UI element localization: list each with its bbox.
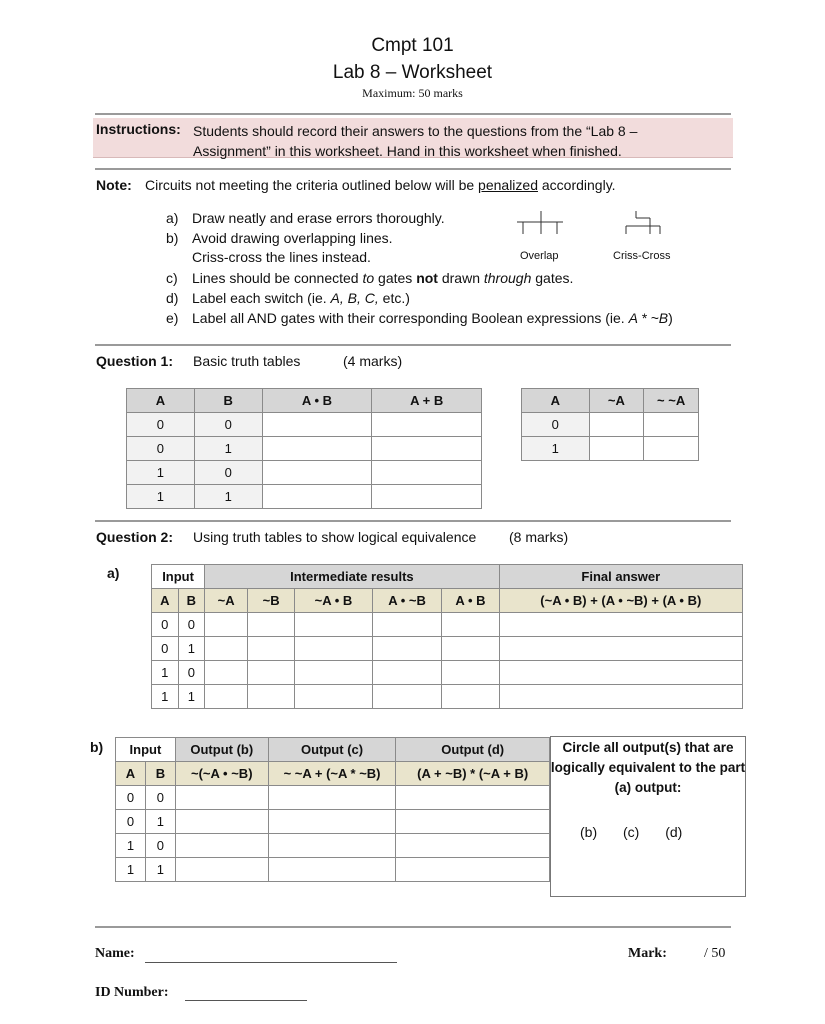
- cell: 1: [116, 834, 146, 858]
- table-row: [152, 613, 743, 637]
- answer-cell[interactable]: [372, 437, 482, 461]
- note-text-pre: Circuits not meeting the criteria outlined below will be: [145, 177, 479, 193]
- cell: 1: [194, 485, 262, 509]
- crisscross-diagram-icon: [620, 208, 670, 238]
- answer-cell[interactable]: [205, 685, 248, 709]
- col-header: (~A • B) + (A • ~B) + (A • B): [499, 589, 742, 613]
- answer-cell[interactable]: [372, 461, 482, 485]
- col-header: B: [178, 589, 205, 613]
- table-row: [116, 810, 550, 834]
- answer-cell[interactable]: [295, 613, 373, 637]
- col-header: B: [194, 389, 262, 413]
- answer-cell[interactable]: [372, 637, 442, 661]
- note-text: [145, 177, 616, 193]
- answer-cell[interactable]: [248, 637, 295, 661]
- id-field[interactable]: [185, 1000, 307, 1001]
- answer-cell[interactable]: [644, 437, 699, 461]
- q2-label: Question 2:: [96, 529, 174, 545]
- cell: 0: [178, 661, 205, 685]
- answer-cell[interactable]: [268, 786, 396, 810]
- answer-cell[interactable]: [175, 786, 268, 810]
- mark-total: / 50: [704, 946, 726, 961]
- option-c[interactable]: (c): [623, 824, 640, 840]
- cell: 0: [145, 786, 175, 810]
- instructions-rule: [95, 168, 731, 170]
- q1-title: Basic truth tables: [193, 353, 301, 369]
- answer-cell[interactable]: [372, 661, 442, 685]
- name-label: Name:: [95, 946, 135, 961]
- id-label: ID Number:: [95, 985, 169, 1000]
- col-header: A • ~B: [372, 589, 442, 613]
- crisscross-label: Criss-Cross: [613, 250, 671, 262]
- cell: 0: [194, 413, 262, 437]
- col-header: ~A: [589, 389, 644, 413]
- cell: 0: [116, 786, 146, 810]
- cell: 1: [127, 461, 195, 485]
- answer-cell[interactable]: [205, 613, 248, 637]
- footer-rule: [95, 926, 731, 928]
- max-marks: Maximum: 50 marks: [362, 86, 463, 100]
- note-label: Note:: [96, 177, 132, 193]
- answer-cell[interactable]: [372, 485, 482, 509]
- table-row: [522, 437, 699, 461]
- overlap-label: Overlap: [520, 250, 559, 262]
- answer-cell[interactable]: [396, 786, 550, 810]
- answer-cell[interactable]: [262, 413, 372, 437]
- part-a-label: a): [107, 565, 120, 581]
- cell: 1: [152, 685, 179, 709]
- cell: 1: [178, 637, 205, 661]
- answer-cell[interactable]: [499, 661, 742, 685]
- group-output-d: Output (d): [396, 738, 550, 762]
- criteria-e: e) Label all AND gates with their corresponding Boolean expressions (ie. A * ~B): [166, 310, 673, 326]
- answer-cell[interactable]: [205, 661, 248, 685]
- answer-cell[interactable]: [396, 834, 550, 858]
- equivalence-options: [580, 824, 704, 840]
- instructions-text: [193, 121, 713, 161]
- header-rule: [95, 113, 731, 115]
- q2-marks: (8 marks): [509, 529, 569, 545]
- instructions-line-2: Assignment” in this worksheet. Hand in this worksheet when finished.: [193, 143, 622, 159]
- group-intermediate: Intermediate results: [205, 565, 499, 589]
- col-header: A • B: [442, 589, 499, 613]
- table-row: [116, 834, 550, 858]
- answer-cell[interactable]: [372, 413, 482, 437]
- group-input: Input: [152, 565, 205, 589]
- col-header: ~B: [248, 589, 295, 613]
- overlap-diagram-icon: [515, 208, 565, 238]
- q2-part-b-table: [115, 737, 550, 882]
- section-rule-1: [95, 344, 731, 346]
- cell: 1: [145, 858, 175, 882]
- cell: 0: [145, 834, 175, 858]
- answer-cell[interactable]: [442, 661, 499, 685]
- cell: 1: [194, 437, 262, 461]
- criteria-b: b) Avoid drawing overlapping lines.: [166, 230, 393, 246]
- cell: 0: [127, 437, 195, 461]
- criteria-a: a) Draw neatly and erase errors thoroughly.: [166, 210, 445, 226]
- answer-cell[interactable]: [396, 810, 550, 834]
- criteria-c: c) Lines should be connected to gates not drawn through gates.: [166, 270, 574, 286]
- cell: 1: [178, 685, 205, 709]
- table-row: [127, 413, 482, 437]
- col-header: ~A: [205, 589, 248, 613]
- cell: 1: [127, 485, 195, 509]
- equivalence-prompt: Circle all output(s) that are logically equivalent to the part (a) output:: [550, 740, 746, 795]
- cell: 0: [152, 613, 179, 637]
- col-header: A • B: [262, 389, 372, 413]
- answer-cell[interactable]: [589, 413, 644, 437]
- answer-cell[interactable]: [499, 637, 742, 661]
- note-text-post: accordingly.: [537, 177, 616, 193]
- col-header: B: [145, 762, 175, 786]
- q1-truth-table-2: [521, 388, 699, 461]
- mark-label: Mark:: [628, 946, 667, 961]
- col-header: ~ ~A + (~A * ~B): [268, 762, 396, 786]
- criteria-b-sub: Criss-cross the lines instead.: [192, 249, 371, 265]
- q2-title: Using truth tables to show logical equivalence: [193, 529, 477, 545]
- answer-cell[interactable]: [295, 637, 373, 661]
- table-row: [127, 461, 482, 485]
- answer-cell[interactable]: [442, 613, 499, 637]
- answer-cell[interactable]: [268, 834, 396, 858]
- option-b[interactable]: (b): [580, 824, 598, 840]
- col-header: (A + ~B) * (~A + B): [396, 762, 550, 786]
- cell: 0: [194, 461, 262, 485]
- table-row: [522, 413, 699, 437]
- criteria-d: d) Label each switch (ie. A, B, C, etc.): [166, 290, 410, 306]
- cell: 0: [152, 637, 179, 661]
- col-header: A + B: [372, 389, 482, 413]
- answer-cell[interactable]: [442, 637, 499, 661]
- q2-part-a-table: [151, 564, 743, 709]
- table-row: [116, 858, 550, 882]
- cell: 1: [145, 810, 175, 834]
- answer-cell[interactable]: [248, 661, 295, 685]
- group-final: Final answer: [499, 565, 742, 589]
- answer-cell[interactable]: [295, 661, 373, 685]
- col-header: ~A • B: [295, 589, 373, 613]
- cell: 1: [116, 858, 146, 882]
- answer-cell[interactable]: [268, 810, 396, 834]
- answer-cell[interactable]: [175, 858, 268, 882]
- answer-cell[interactable]: [262, 461, 372, 485]
- cell: 1: [152, 661, 179, 685]
- table-row: [127, 485, 482, 509]
- answer-cell[interactable]: [248, 613, 295, 637]
- worksheet-title: Lab 8 – Worksheet: [332, 62, 493, 83]
- table-row: [127, 437, 482, 461]
- answer-cell[interactable]: [589, 437, 644, 461]
- q1-label: Question 1:: [96, 353, 174, 369]
- table-row: [152, 637, 743, 661]
- answer-cell[interactable]: [262, 485, 372, 509]
- col-header: A: [116, 762, 146, 786]
- answer-cell[interactable]: [499, 685, 742, 709]
- answer-cell[interactable]: [295, 685, 373, 709]
- instructions-label: Instructions:: [96, 121, 181, 137]
- group-output-c: Output (c): [268, 738, 396, 762]
- answer-cell[interactable]: [644, 413, 699, 437]
- cell: 0: [116, 810, 146, 834]
- col-header: A: [522, 389, 590, 413]
- option-d[interactable]: (d): [665, 824, 683, 840]
- answer-cell[interactable]: [499, 613, 742, 637]
- answer-cell[interactable]: [175, 810, 268, 834]
- col-header: A: [152, 589, 179, 613]
- answer-cell[interactable]: [372, 685, 442, 709]
- table-row: [152, 661, 743, 685]
- col-header: ~(~A • ~B): [175, 762, 268, 786]
- answer-cell[interactable]: [262, 437, 372, 461]
- answer-cell[interactable]: [175, 834, 268, 858]
- answer-cell[interactable]: [396, 858, 550, 882]
- cell: 0: [178, 613, 205, 637]
- table-row: [116, 786, 550, 810]
- q1-marks: (4 marks): [343, 353, 403, 369]
- answer-cell[interactable]: [372, 613, 442, 637]
- answer-cell[interactable]: [248, 685, 295, 709]
- cell: 1: [522, 437, 590, 461]
- group-input: Input: [116, 738, 176, 762]
- section-rule-2: [95, 520, 731, 522]
- part-b-label: b): [90, 739, 104, 755]
- table-row: [152, 685, 743, 709]
- col-header: ~ ~A: [644, 389, 699, 413]
- col-header: A: [127, 389, 195, 413]
- cell: 0: [127, 413, 195, 437]
- group-output-b: Output (b): [175, 738, 268, 762]
- answer-cell[interactable]: [205, 637, 248, 661]
- answer-cell[interactable]: [442, 685, 499, 709]
- note-underlined: penalized: [478, 177, 538, 193]
- q1-truth-table-1: [126, 388, 482, 509]
- answer-cell[interactable]: [268, 858, 396, 882]
- name-field[interactable]: [145, 962, 397, 963]
- instructions-line-1: Students should record their answers to the questions from the “Lab 8 –: [193, 123, 638, 139]
- course-title: Cmpt 101: [371, 35, 454, 56]
- cell: 0: [522, 413, 590, 437]
